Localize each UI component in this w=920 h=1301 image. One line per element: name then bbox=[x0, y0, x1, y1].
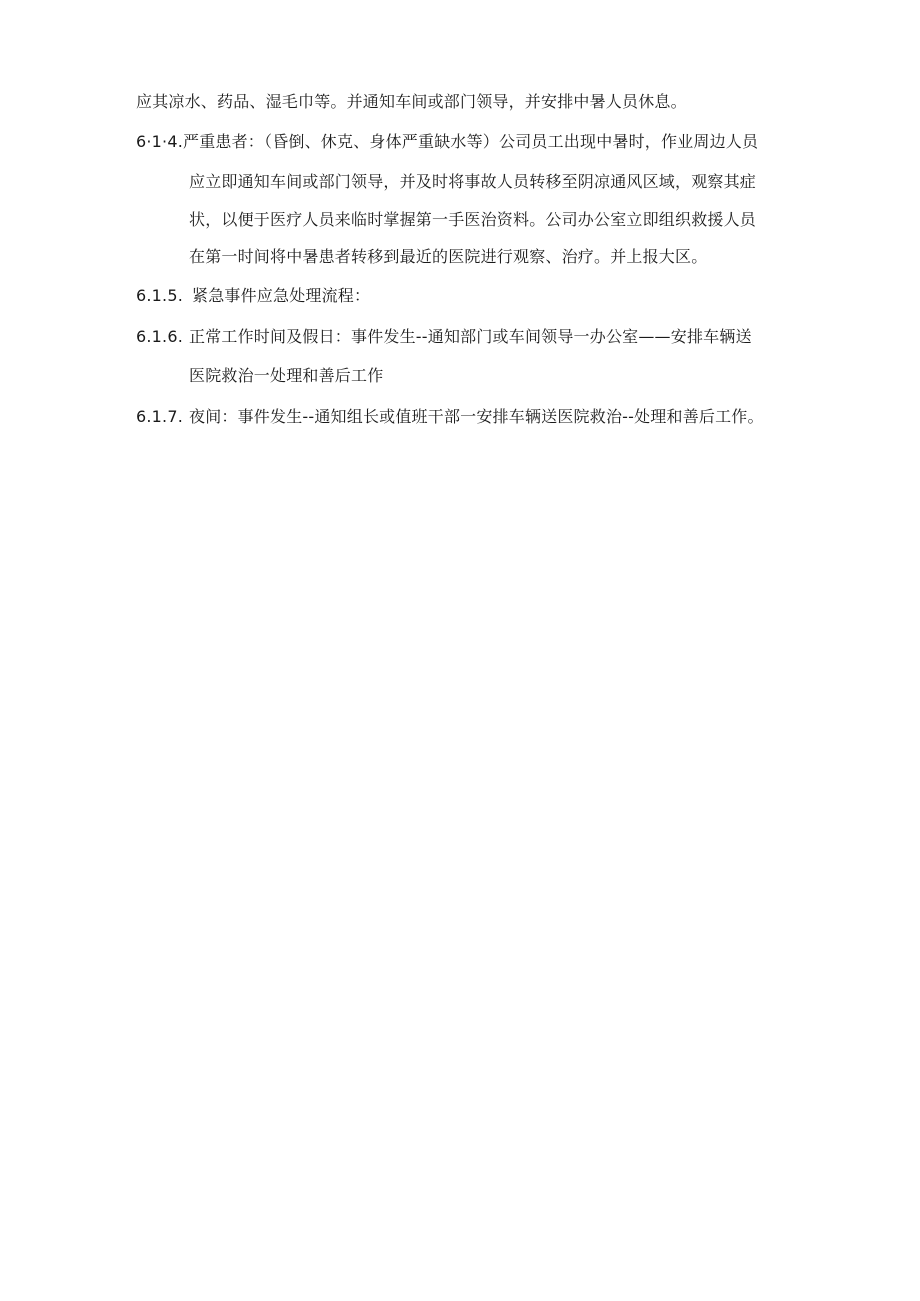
item-number: 6.1.6. bbox=[136, 327, 183, 346]
item-text: 紧急事件应急处理流程： bbox=[192, 286, 371, 305]
item-6-1-4-line-2 bbox=[189, 171, 756, 193]
item-6-1-7 bbox=[136, 406, 764, 428]
item-text: 正常工作时间及假日：事件发生--通知部门或车间领导一办公室——安排车辆送 bbox=[189, 327, 752, 346]
item-text: 夜间：事件发生--通知组长或值班干部一安排车辆送医院救治--处理和善后工作。 bbox=[189, 407, 764, 426]
item-text: 在第一时间将中暑患者转移到最近的医院进行观察、治疗。并上报大区。 bbox=[189, 247, 708, 266]
item-number: 6·1·4. bbox=[136, 132, 183, 151]
item-text: 严重患者：（昏倒、休克、身体严重缺水等）公司员工出现中暑时，作业周边人员 bbox=[183, 132, 759, 151]
item-6-1-4-line-4 bbox=[189, 246, 707, 268]
item-number: 6.1.7. bbox=[136, 407, 183, 426]
item-6-1-4-line-1 bbox=[136, 131, 758, 153]
item-6-1-6-line-1 bbox=[136, 326, 752, 348]
item-6-1-5 bbox=[136, 285, 370, 307]
item-text: 应立即通知车间或部门领导，并及时将事故人员转移至阴凉通风区域，观察其症 bbox=[189, 172, 757, 191]
item-text: 状，以便于医疗人员来临时掌握第一手医治资料。公司办公室立即组织救援人员 bbox=[189, 210, 757, 229]
item-6-1-4-line-3 bbox=[189, 209, 756, 231]
paragraph-continuation bbox=[136, 91, 687, 113]
item-6-1-6-line-2 bbox=[189, 365, 383, 387]
item-number: 6.1.5. bbox=[136, 286, 183, 305]
item-text: 医院救治一处理和善后工作 bbox=[189, 366, 384, 385]
paragraph-text: 应其凉水、药品、湿毛巾等。并通知车间或部门领导，并安排中暑人员休息。 bbox=[136, 92, 687, 111]
